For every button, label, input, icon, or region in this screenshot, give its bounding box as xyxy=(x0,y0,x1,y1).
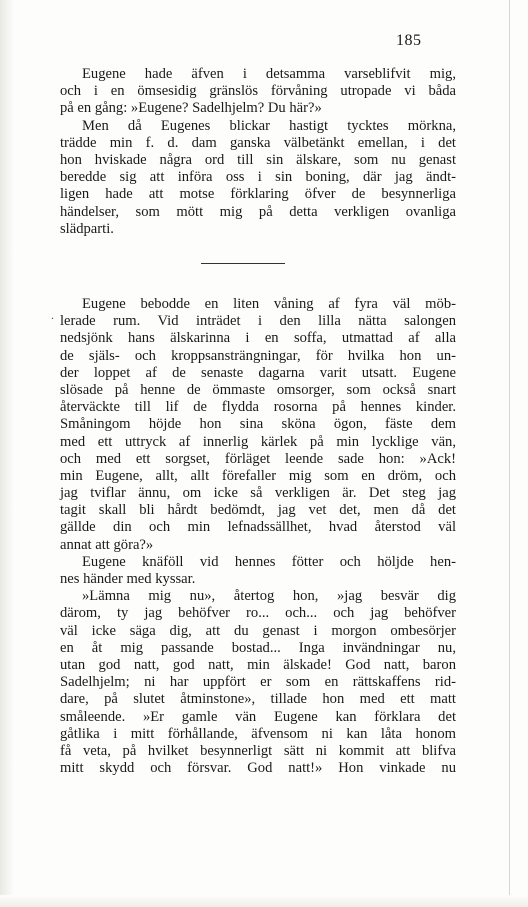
text-line: utan god natt, god natt, min älskade! God natt, baron xyxy=(60,656,456,673)
text-line: Sadelhjelm; ni har uppfört er som en rättskaffens rid- xyxy=(60,674,456,691)
text-line: ligen hade att motse förklaring öfver de besynnerliga xyxy=(60,186,456,203)
text-line: mitt skydd och försvar. God natt!» Hon vinkade nu xyxy=(60,760,456,777)
text-line: Eugene knäföll vid hennes fötter och höljde hen- xyxy=(82,553,456,570)
text-line: gåtlika i mitt förhållande, äfvensom ni kan låta honom xyxy=(60,725,456,742)
text-line: därom, ty jag behöfver ro... och... och jag behöfver xyxy=(60,605,456,622)
paragraph-block-top xyxy=(60,66,456,238)
text-line: »Lämna mig nu», återtog hon, »jag besvär dig xyxy=(82,588,456,605)
text-line: annat att göra?» xyxy=(60,536,154,553)
text-line: en åt mig passande bostad... Inga invändningar nu, xyxy=(60,639,456,656)
text-line: dare, på slutet åtminstone», tillade hon med ett matt xyxy=(60,691,456,708)
text-line: med ett uttryck af innerlig kärlek på min lycklige vän, xyxy=(60,433,456,450)
text-line: min Eugene, allt, allt förefaller mig som en dröm, och xyxy=(60,467,456,484)
text-line: Småningom höjde hon sina sköna ögon, fäste dem xyxy=(60,416,456,433)
text-line: hon hviskade några ord till sin älskare, som nu genast xyxy=(60,151,456,168)
text-line: och med ett sorgset, förläget leende sade hon: »Ack! xyxy=(60,450,456,467)
text-line: tagit skall bli hårdt bedömdt, jag vet det, men då det xyxy=(60,502,456,519)
text-line: Eugene hade äfven i detsamma varseblifvit mig, xyxy=(82,66,456,82)
text-line: de själs- och kroppsansträngningar, för hvilka hon un- xyxy=(60,347,456,364)
text-line: väl icke säga dig, att du genast i morgon ombesörjer xyxy=(60,622,456,639)
text-line: lerade rum. Vid inträdet i den lilla nätta salongen xyxy=(60,313,456,330)
paragraph-block-main xyxy=(60,296,456,777)
page-bottom-shadow xyxy=(0,895,528,907)
text-line: nes händer med kyssar. xyxy=(60,571,196,587)
text-line: händelser, som mött mig på detta verkligen ovanliga xyxy=(60,203,456,220)
text-line: slädparti. xyxy=(60,220,114,237)
section-divider xyxy=(201,263,285,264)
text-line: der loppet af de senaste dagarna varit utsatt. Eugene xyxy=(60,364,456,381)
text-line: återväckte till lif de flydda rosorna på hennes kinder. xyxy=(60,399,456,416)
text-line: trädde min f. d. dam ganska välbetänkt emellan, i det xyxy=(60,134,456,151)
text-line: småleende. »Er gamle vän Eugene kan förklara det xyxy=(60,708,456,725)
text-line: slösade på henne de ömmaste omsorger, som också snart xyxy=(60,381,456,398)
text-line: gällde din och min lefnadssällhet, hvad återstod väl xyxy=(60,519,456,536)
text-line: och i en ömsesidig gränslös förvåning utropade vi båda xyxy=(60,83,456,100)
text-line: nedsjönk hans älskarinna i en soffa, utmattad af alla xyxy=(60,330,456,347)
text-line: jag tviflar ännu, om icke så verkligen är. Det steg jag xyxy=(60,485,456,502)
margin-mark: . xyxy=(51,308,54,322)
page-edge-line xyxy=(509,0,510,907)
page-gutter-shadow xyxy=(0,0,14,907)
text-line: Eugene bebodde en liten våning af fyra väl möb- xyxy=(82,296,456,312)
text-line: beredde sig att införa oss i sin boning, där jag ändt- xyxy=(60,169,456,186)
text-line: få veta, på hvilket besynnerligt sätt ni kommit att blifva xyxy=(60,742,456,759)
text-line: på en gång: »Eugene? Sadelhjelm? Du här?» xyxy=(60,100,322,117)
page-number: 185 xyxy=(396,32,422,49)
text-line: Men då Eugenes blickar hastigt tycktes mörkna, xyxy=(82,117,456,134)
